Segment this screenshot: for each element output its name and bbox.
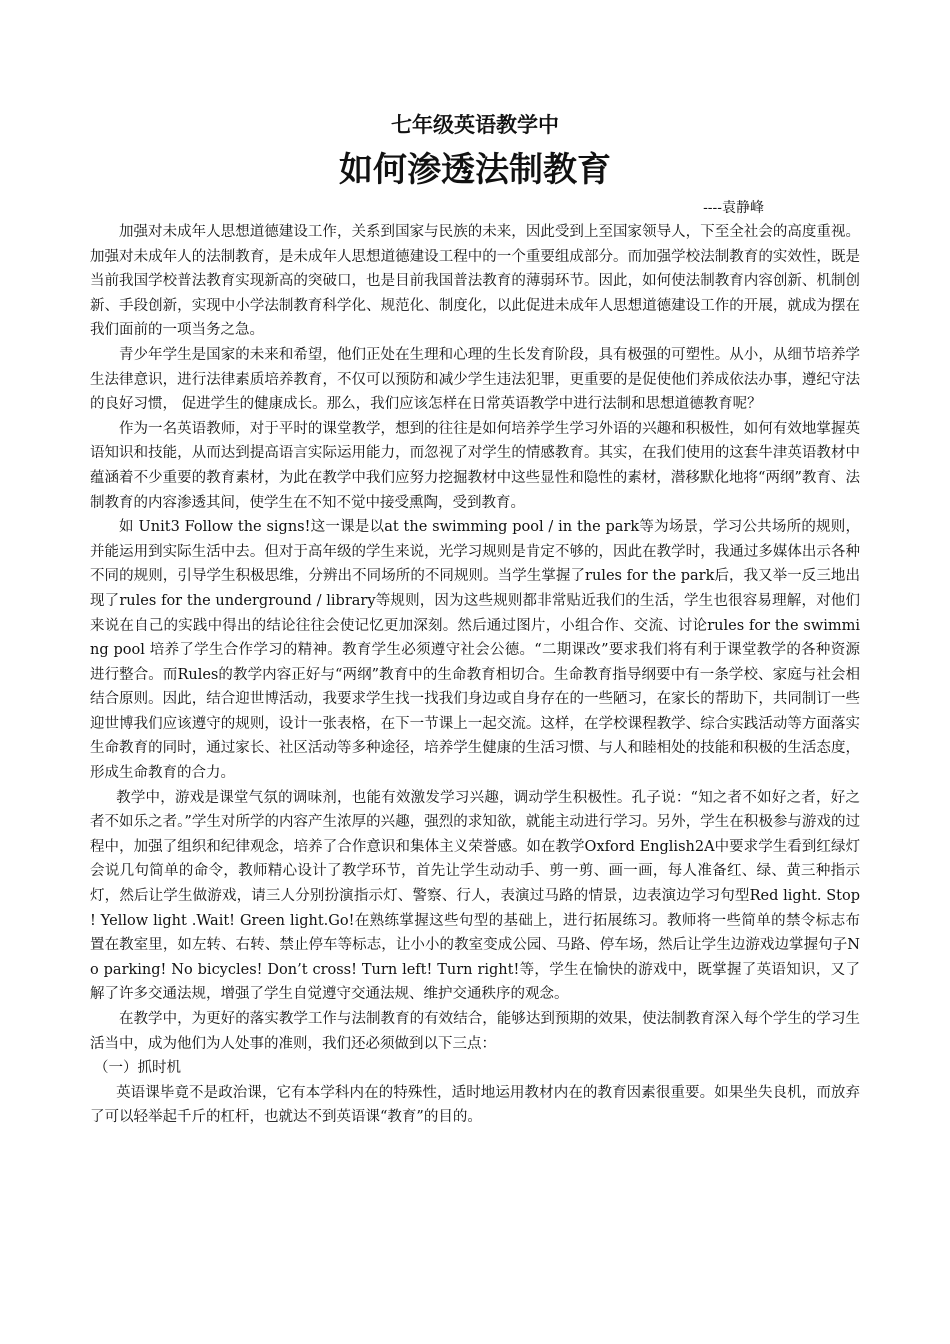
paragraph-2: 青少年学生是国家的未来和希望，他们正处在生理和心理的生长发育阶段，具有极强的可塑性。从小，从细节培养学生法律意识，进行法律素质培养教育，不仅可以预防和减少学生违法犯罪，更重要的是促使他们养成依法办事，遵纪守法的良好习惯， 促进学生的健康成长。那么，我们应该怎样在日常英语教学中进行法制和思想道德教育呢？ bbox=[90, 346, 860, 413]
paragraph-4: 如 Unit3 Follow the signs!这一课是以at the swimming pool / in the park等为场景，学习公共场所的规则，并能运用到实际生活中去。但对于高年级的学生来说，光学习规则是肯定不够的，因此在教学时，我通过多媒体出示各种不同的规则，引导学生积极思维，分辨出不同场所的不同规则。当学生掌握了rules for the park后，我又举一反三地出现了rules for the underground / library等规则，因为这些规则都非常贴近我们的生活，学生也很容易理解，对他们来说在自己的实践中得出的结论往往会使记忆更加深刻。然后通过图片，小组合作、交流、讨论rules for the swimming pool 培养了学生合作学习的精神。教育学生必须遵守社会公德。“二期课改”要求我们将有利于课堂教学的各种资源进行整合。而Rules的教学内容正好与“两纲”教育中的生命教育相切合。生命教育指导纲要中有一条学校、家庭与社会相结合原则。因此，结合迎世博活动，我要求学生找一找我们身边或自身存在的一些陋习，在家长的帮助下，共同制订一些迎世博我们应该遵守的规则，设计一张表格，在下一节课上一起交流。这样，在学校课程教学、综合实践活动等方面落实生命教育的同时，通过家长、社区活动等多种途径，培养学生健康的生活习惯、与人和睦相处的技能和积极的生活态度， 形成生命教育的合力。 bbox=[90, 519, 860, 782]
paragraph-6: 在教学中，为更好的落实教学工作与法制教育的有效结合，能够达到预期的效果，使法制教育深入每个学生的学习生活当中，成为他们为人处事的准则，我们还必须做到以下三点： bbox=[90, 1011, 860, 1052]
document-title-line1: 七年级英语教学中 bbox=[391, 113, 559, 137]
document-title-line2: 如何渗透法制教育 bbox=[339, 150, 611, 190]
document-author: ----袁静峰 bbox=[703, 200, 764, 216]
paragraph-final: 英语课毕竟不是政治课，它有本学科内在的特殊性，适时地运用教材内在的教育因素很重要。如果坐失良机，而放弃了可以轻举起千斤的杠杆，也就达不到英语课“教育”的目的。 bbox=[90, 1084, 860, 1126]
document-page bbox=[90, 110, 860, 1130]
paragraph-1: 加强对未成年人思想道德建设工作，关系到国家与民族的未来，因此受到上至国家领导人，下至全社会的高度重视。加强对未成年人的法制教育，是未成年人思想道德建设工程中的一个重要组成部分。而加强学校法制教育的实效性，既是当前我国学校普法教育实现新高的突破口，也是目前我国普法教育的薄弱环节。因此，如何使法制教育内容创新、机制创新、手段创新，实现中小学法制教育科学化、规范化、制度化，以此促进未成年人思想道德建设工作的开展，就成为摆在我们面前的一项当务之急。 bbox=[90, 224, 860, 339]
paragraph-5: 教学中，游戏是课堂气氛的调味剂，也能有效激发学习兴趣，调动学生积极性。孔子说：“知之者不如好之者，好之者不如乐之者。”学生对所学的内容产生浓厚的兴趣，强烈的求知欲，就能主动进行学习。另外，学生在积极参与游戏的过程中，加强了组织和纪律观念，培养了合作意识和集体主义荣誉感。如在教学Oxford English2A中要求学生看到红绿灯会说几句简单的命令，教师精心设计了教学环节，首先让学生动动手、剪一剪、画一画，每人准备红、绿、黄三种指示灯，然后让学生做游戏，请三人分别扮演指示灯、警察、行人，表演过马路的情景，边表演边学习句型Red light. Stop ! Yellow light .Wait! Green light.Go!在熟练掌握这些句型的基础上，进行拓展练习。教师将一些简单的禁令标志布置在教室里，如左转、右转、禁止停车等标志，让小小的教室变成公园、马路、停车场，然后让学生边游戏边掌握句子No parking! No bicycles! Don’t cross! Turn left! Turn right!等，学生在愉快的游戏中，既掌握了英语知识，又了解了许多交通法规，增强了学生自觉遵守交通法规、维护交通秩序的观念。 bbox=[90, 789, 860, 1003]
section-heading: （一）抓时机 bbox=[94, 1060, 181, 1077]
paragraph-3: 作为一名英语教师，对于平时的课堂教学，想到的往往是如何培养学生学习外语的兴趣和积极性，如何有效地掌握英语知识和技能，从而达到提高语言实际运用能力，而忽视了对学生的情感教育。其实，在我们使用的这套牛津英语教材中蕴涵着不少重要的教育素材，为此在教学中我们应努力挖掘教材中这些显性和隐性的素材，潜移默化地将“两纲”教育、法制教育的内容渗透其间，使学生在不知不觉中接受熏陶，受到教育。 bbox=[90, 420, 860, 511]
